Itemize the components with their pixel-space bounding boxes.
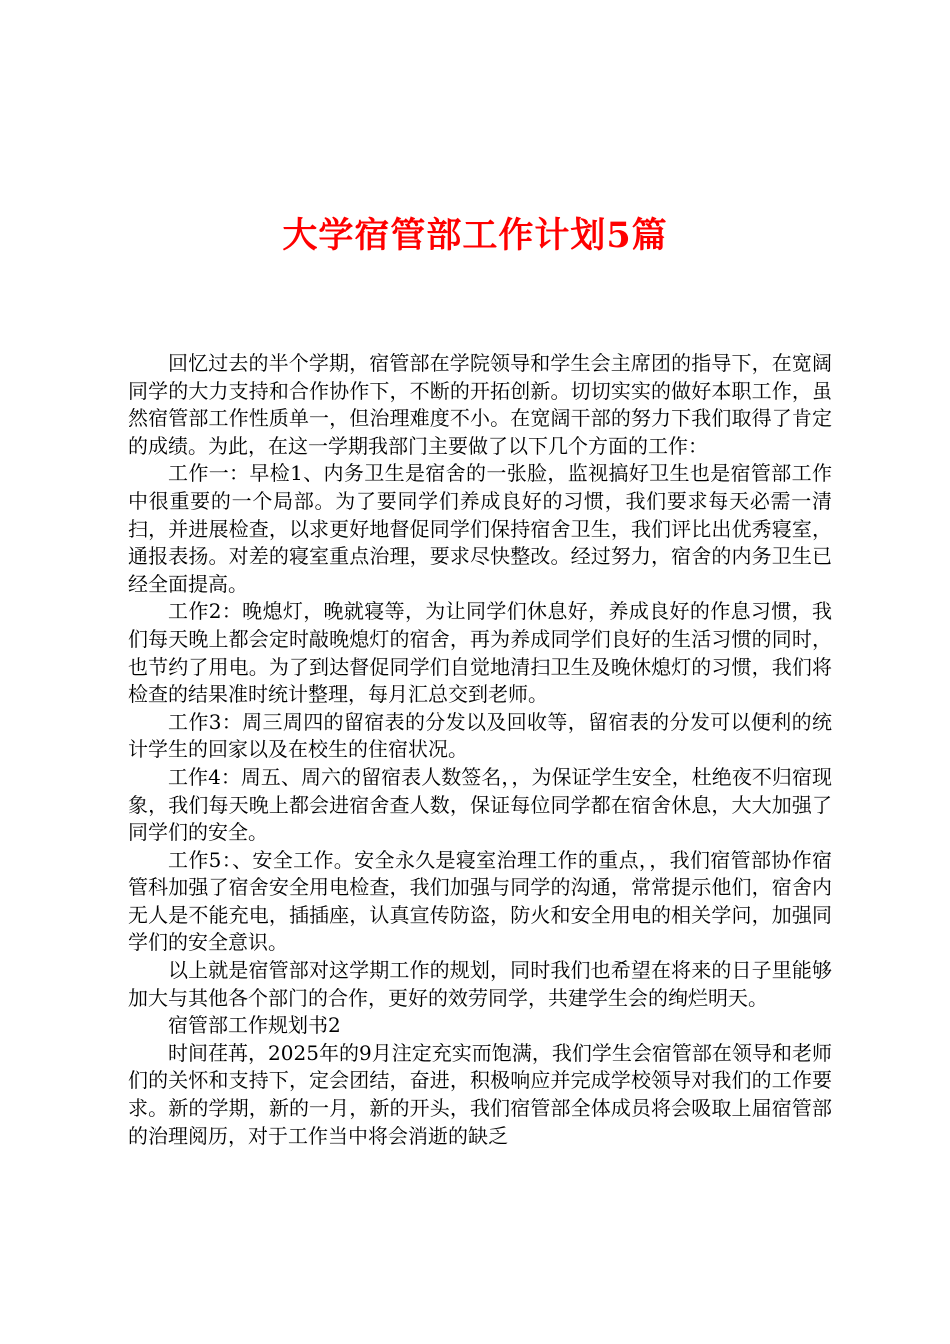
paragraph-work-2: 工作2：晚熄灯，晚就寝等，为让同学们休息好，养成良好的作息习惯，我们每天晚上都会定时敲晚熄灯的宿舍，再为养成同学们良好的生活习惯的同时，也节约了用电。为了到达督促同学们自觉地清扫卫生及晚休熄灯的习惯，我们将检查的结果准时统计整理，每月汇总交到老师。: [128, 599, 832, 707]
document-title: 大学宿管部工作计划5篇: [282, 215, 668, 256]
paragraph-work-1: 工作一：早检1、内务卫生是宿舍的一张脸，监视搞好卫生也是宿管部工作中很重要的一个局部。为了要同学们养成良好的习惯，我们要求每天必需一清扫，并进展检查，以求更好地督促同学们保持宿舍卫生，我们评比出优秀寝室，通报表扬。对差的寝室重点治理，要求尽快整改。经过努力，宿舍的内务卫生已经全面提高。: [128, 461, 832, 596]
document-body: [128, 350, 832, 1150]
paragraph-work-5: 工作5：、安全工作。安全永久是寝室治理工作的重点，，我们宿管部协作宿管科加强了宿舍安全用电检查，我们加强与同学的沟通，常常提示他们，宿舍内无人是不能充电，插插座，认真宣传防盗，防火和安全用电的相关学问，加强同学们的安全意识。: [128, 847, 832, 955]
paragraph-plan-2-intro: 时间荏苒，2025年的9月注定充实而饱满，我们学生会宿管部在领导和老师们的关怀和支持下，定会团结，奋进，积极响应并完成学校领导对我们的工作要求。新的学期，新的一月，新的开头，我们宿管部全体成员将会吸取上届宿管部的治理阅历，对于工作当中将会消逝的缺乏: [128, 1040, 832, 1148]
paragraph-work-4: 工作4：周五、周六的留宿表人数签名，，为保证学生安全，杜绝夜不归宿现象，我们每天晚上都会进宿舍查人数，保证每位同学都在宿舍休息，大大加强了同学们的安全。: [128, 764, 832, 845]
paragraph-work-3: 工作3：周三周四的留宿表的分发以及回收等，留宿表的分发可以便利的统计学生的回家以及在校生的住宿状况。: [128, 709, 832, 762]
section-heading-plan-2: 宿管部工作规划书2: [168, 1013, 341, 1038]
paragraph-intro: 回忆过去的半个学期，宿管部在学院领导和学生会主席团的指导下，在宽阔同学的大力支持和合作协作下，不断的开拓创新。切切实实的做好本职工作，虽然宿管部工作性质单一，但治理难度不小。在宽阔干部的努力下我们取得了肯定的成绩。为此，在这一学期我部门主要做了以下几个方面的工作：: [128, 351, 832, 458]
paragraph-conclusion: 以上就是宿管部对这学期工作的规划，同时我们也希望在将来的日子里能够加大与其他各个部门的合作，更好的效劳同学，共建学生会的绚烂明天。: [128, 958, 832, 1010]
